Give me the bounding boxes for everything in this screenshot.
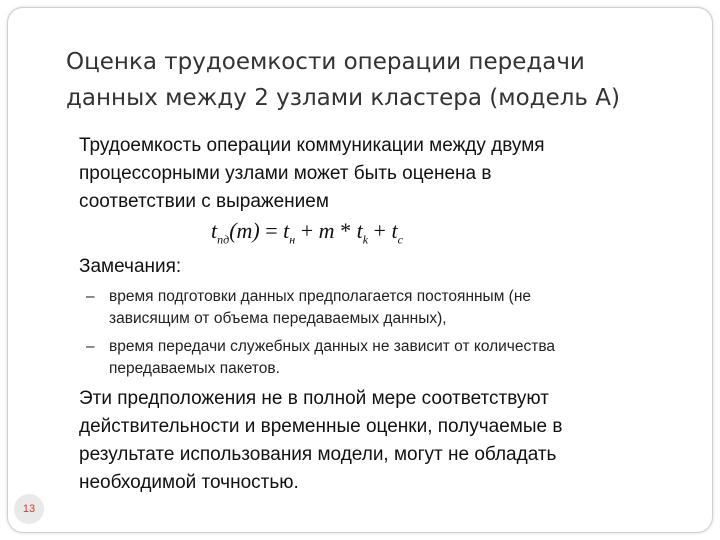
title-line-1: Оценка трудоемкости операции передачи bbox=[66, 49, 585, 75]
formula-plus-1: + bbox=[295, 218, 319, 243]
conclusion-paragraph bbox=[79, 385, 679, 497]
formula-lhs-arg: (m) bbox=[229, 218, 260, 243]
remark-2-dash: – bbox=[86, 338, 95, 355]
formula-t3-sub: c bbox=[397, 232, 403, 247]
formula-t1: t bbox=[283, 218, 290, 243]
intro-paragraph bbox=[79, 132, 679, 216]
remark-1-text bbox=[86, 286, 666, 330]
remark-2-line-2: передаваемых пакетов. bbox=[109, 360, 280, 377]
remark-1-dash: – bbox=[86, 288, 95, 305]
formula-t2: t bbox=[356, 218, 363, 243]
formula-t1-sub: н bbox=[289, 232, 296, 247]
conclusion-line-1: Эти предположения не в полной мере соответствуют bbox=[79, 388, 549, 409]
intro-line-1: Трудоемкость операции коммуникации между двумя bbox=[79, 135, 545, 156]
formula-m: m bbox=[318, 218, 335, 243]
conclusion-line-3: результате использования модели, могут не обладать bbox=[79, 444, 557, 465]
formula-t2-sub: k bbox=[362, 232, 369, 247]
formula-star: * bbox=[334, 218, 357, 243]
remark-1-line-1: время подготовки данных предполагается постоянным (не bbox=[109, 288, 532, 305]
formula-plus-2: + bbox=[368, 218, 392, 243]
slide-number: 13 bbox=[22, 503, 36, 515]
conclusion-line-4: необходимой точностью. bbox=[79, 472, 299, 493]
remark-item-1 bbox=[86, 286, 666, 330]
formula bbox=[211, 218, 403, 247]
formula-lhs-var: t bbox=[211, 218, 218, 243]
slide-title bbox=[66, 44, 666, 116]
remark-item-2 bbox=[86, 336, 666, 380]
remarks-heading: Замечания: bbox=[79, 256, 182, 277]
title-line-2: данных между 2 узлами кластера (модель А) bbox=[66, 85, 620, 111]
formula-t3: t bbox=[391, 218, 398, 243]
intro-line-2: процессорными узлами может быть оценена в bbox=[79, 163, 492, 184]
conclusion-line-2: действительности и временные оценки, получаемые в bbox=[79, 416, 563, 437]
remark-2-text bbox=[86, 336, 666, 380]
slide-number-badge bbox=[14, 494, 44, 524]
remark-2-line-1: время передачи служебных данных не зависит от количества bbox=[109, 338, 556, 355]
intro-line-3: соответствии с выражением bbox=[79, 191, 329, 212]
formula-eq: = bbox=[259, 218, 284, 243]
remark-1-line-2: зависящим от объема передаваемых данных), bbox=[109, 310, 447, 327]
formula-lhs-sub: пд bbox=[217, 232, 230, 247]
